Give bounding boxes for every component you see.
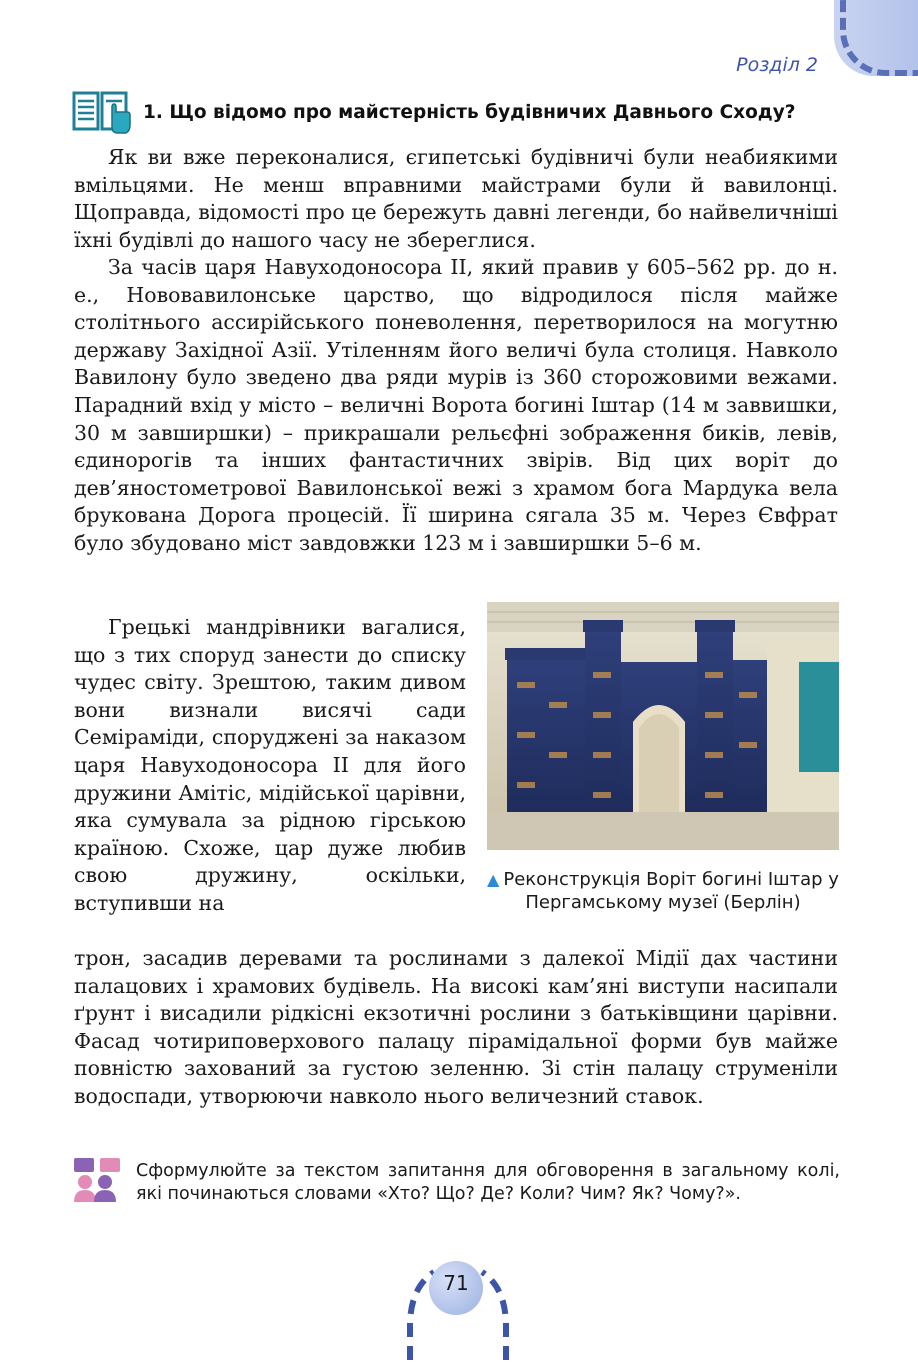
paragraph-2: За часів царя Навуходоносора ІІ, який правив у 605–562 рр. до н. е., Нововавилонське царство, що відродилося після майже столітнього ассирійського поневолення, перетворилося на могутню державу Західної Азії. Утіленням його величі була столиця. Навколо Вавилону було зведено два ряди мурів із 360 сторожовими вежами. Парадний вхід у місто – величні Ворота богині Іштар (14 м заввишки, 30 м завширшки) – прикрашали рельєфні зображення биків, левів, єдинорогів та інших фантастичних звірів. Від цих воріт до дев’яностометрової Вавилонської вежі з храмом бога Мардука вела брукована Дорога процесій. Її ширина сягала 35 м. Через Євфрат було збудовано міст завдовжки 123 м і завширшки 5–6 м. bbox=[74, 255, 838, 555]
ishtar-gate-photo bbox=[487, 602, 839, 850]
page-number-badge bbox=[398, 1258, 518, 1360]
paragraph-1: Як ви вже переконалися, єгипетські будівничі були неабиякими вмільцями. Не менш вправними майстрами були й вавилонці. Щоправда, відомості про це бережуть давні легенди, бо найвеличніші їхні будівлі до нашого часу не збереглися. bbox=[74, 145, 838, 252]
book-pointer-icon bbox=[72, 87, 132, 135]
discussion-task: Сформулюйте за текстом запитання для обговорення в загальному колі, які починаються словами «Хто? Що? Де? Коли? Чим? Як? Чому?». bbox=[136, 1161, 840, 1204]
section-heading: 1. Що відомо про майстерність будівничих Давнього Сходу? bbox=[143, 102, 796, 123]
caption-text: Реконструкція Воріт богині Іштар у Пергамському музеї (Берлін) bbox=[503, 869, 839, 913]
paragraph-4: трон, засадив деревами та рослинами з далекої Мідії дах частини палацових і храмових будівель. На високі кам’яні виступи насипали ґрунт і висадили рідкісні екзотичні рослини з батьківщини царівни. Фасад чотириповерхового палацу пірамідальної форми був майже повністю захований за густою зеленню. Зі стін палацу струменіли водоспади, утворюючи навколо нього величезний ставок. bbox=[74, 946, 838, 1108]
triangle-marker-icon: ▲ bbox=[487, 870, 500, 889]
paragraph-3: Грецькі мандрівники вагалися, що з тих споруд занести до списку чудес світу. Зрештою, таким дивом вони визнали висячі сади Семіраміди, споруджені за наказом царя Навуходоносора ІІ для його дружини Амітіс, мідійської царівни, яка сумувала за рідною гірською країною. Схоже, цар дуже любив свою дружину, оскільки, вступивши на bbox=[74, 615, 466, 915]
page-number: 71 bbox=[443, 1271, 469, 1295]
photo-caption bbox=[487, 868, 839, 914]
section-label: Розділ 2 bbox=[736, 54, 818, 76]
discussion-group-icon bbox=[73, 1156, 123, 1202]
